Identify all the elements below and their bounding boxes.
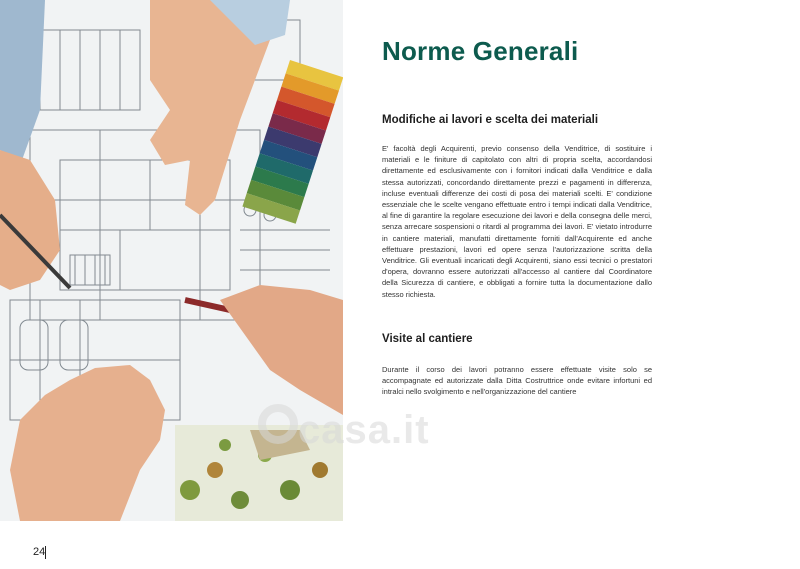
watermark: casa.it xyxy=(298,408,430,452)
watermark-logo-icon xyxy=(258,404,298,444)
page-number: 24 xyxy=(33,546,46,558)
section-heading-visite: Visite al cantiere xyxy=(382,333,473,345)
page-title: Norme Generali xyxy=(382,36,579,66)
page-number-divider xyxy=(45,546,46,559)
section-body-modifiche: E' facoltà degli Acquirenti, previo consenso della Venditrice, di sostituire i materiali e le finiture di capitolato con altri di propria scelta, accordandosi direttamente ed esclusivamente con i fornitori indicati dalla Venditrice e dalla stessa autorizzati, concordando direttamente prezzi e pagamenti in differenza, incluse eventuali differenze dei costi di posa dei materiali scelti. E' condizione essenziale che le scelte vengano effettuate entro i tempi indicati dalla Venditrice, al fine di garantire la regolare esecuzione dei lavori e della consegna delle merci, senza arrecare sospensioni o ritardi al programma dei lavori. E' vietato introdurre in cantiere materiali, manufatti direttamente forniti dall'Acquirente ed anche effettuare prestazioni, lavori ed opere senza l'autorizzazione scritta della Venditrice. Gli eventuali incaricati degli Acquirenti, siano essi tecnici o prestatori d'opera, dovranno essere autorizzati all'accesso al cantiere dal Coordinatore della Sicurezza di cantiere, e obbligati a fornire tutta la documentazione dallo stesso richiesta. xyxy=(382,144,652,299)
section-body-visite: Durante il corso dei lavori potranno essere effettuate visite solo se accompagnate ed autorizzate dalla Ditta Costruttrice onde evitare infortuni ed intralci nello svolgimento e nell'organizzazione del cantiere xyxy=(382,365,652,397)
blueprint-photo xyxy=(0,0,343,521)
section-heading-modifiche: Modifiche ai lavori e scelta dei materiali xyxy=(382,114,599,126)
